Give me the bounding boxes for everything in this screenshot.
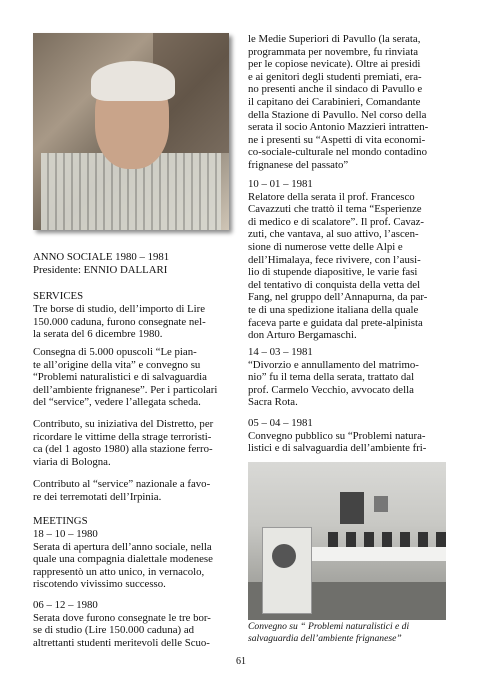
portrait-photo bbox=[33, 33, 229, 230]
photo-table bbox=[298, 547, 446, 561]
services-paragraph-1: Tre borse di studio, dell’importo di Lire 150.000 caduna, furono consegnate nel- la serata del 6 dicembre 1980. bbox=[33, 303, 206, 341]
convegno-photo bbox=[248, 462, 446, 620]
meeting-5: 05 – 04 – 1981 Convegno pubblico su “Problemi natura- listici e di salvaguardia dell’ambiente fri- bbox=[248, 417, 427, 455]
photo-wall-frame bbox=[374, 496, 388, 512]
meeting-1: 18 – 10 – 1980 Serata di apertura dell’anno sociale, nella quale una compagnia dialettale modenese rappresentò un atto unico, in vernacolo, riscotendo vivissimo successo. bbox=[33, 528, 213, 591]
services-paragraph-4: Contributo al “service” nazionale a favo- re dei terremotati dell’Irpinia. bbox=[33, 478, 211, 503]
photo-podium bbox=[262, 527, 312, 614]
services-paragraph-3: Contributo, su iniziativa del Distretto, per ricordare le vittime della strage terroristi- ca (del 1 agosto 1980) alla stazione ferro- viaria di Bologna. bbox=[33, 418, 214, 468]
meeting-2-continued: le Medie Superiori di Pavullo (la serata, programmata per novembre, fu rinviata per le copiose nevicate). Oltre ai presidi e ai genitori degli studenti premiati, era- no presenti anche il sindaco di Pavullo e il capitano dei Carabinieri, Comandante della Stazione di Pavullo. Nel corso della serata il socio Antonio Mazzieri intratten- ne i presenti su “Aspetti di vita economi- co-sociale-culturale nel mondo contadino frignanese del passato” bbox=[248, 33, 429, 171]
photo-caption: Convegno su “ Problemi naturalistici e di salvaguardia dell’ambiente frignanese” bbox=[248, 621, 410, 644]
meeting-4: 14 – 03 – 1981 “Divorzio e annullamento del matrimo- nio” fu il tema della serata, trattato dal prof. Carmelo Vecchio, avvocato della Sacra Rota. bbox=[248, 346, 419, 409]
services-heading: SERVICES bbox=[33, 290, 84, 302]
meeting-2: 06 – 12 – 1980 Serata dove furono consegnate le tre bor- se di studio (Lire 150.000 caduna) ad altrettanti studenti meritevoli delle Scuo- bbox=[33, 599, 211, 649]
lions-emblem-icon bbox=[272, 544, 296, 568]
photo-wall-board bbox=[340, 492, 364, 524]
page-number: 61 bbox=[236, 656, 246, 667]
meetings-heading: MEETINGS bbox=[33, 515, 88, 527]
meeting-3: 10 – 01 – 1981 Relatore della serata il prof. Francesco Cavazzuti che trattò il tema “Esperienze di medico e di scalatore”. Il prof. Cavaz- zuti, che vantava, al suo attivo, l’ascen- sione di numerose vette delle Alpi e dell’Himalaya, fece rivivere, con l’ausi- lio di stupende diapositive, le varie fasi del tentativo di conquista della vetta del Fang, nel gruppo dell’Annapurna, da par- te di una spedizione italiana della quale faceva parte e guidata dal prete-alpinista don Arturo Bergamaschi. bbox=[248, 178, 428, 342]
services-paragraph-2: Consegna di 5.000 opuscoli “Le pian- te all’origine della vita” e convegno su “Problemi naturalistici e di salvaguardia dell’ambiente frignanese”. Per i particolari del “service”, vedere l’allegata scheda. bbox=[33, 346, 218, 409]
anno-sociale: ANNO SOCIALE 1980 – 1981 Presidente: ENNIO DALLARI bbox=[33, 251, 170, 276]
photo-hair bbox=[91, 61, 175, 101]
